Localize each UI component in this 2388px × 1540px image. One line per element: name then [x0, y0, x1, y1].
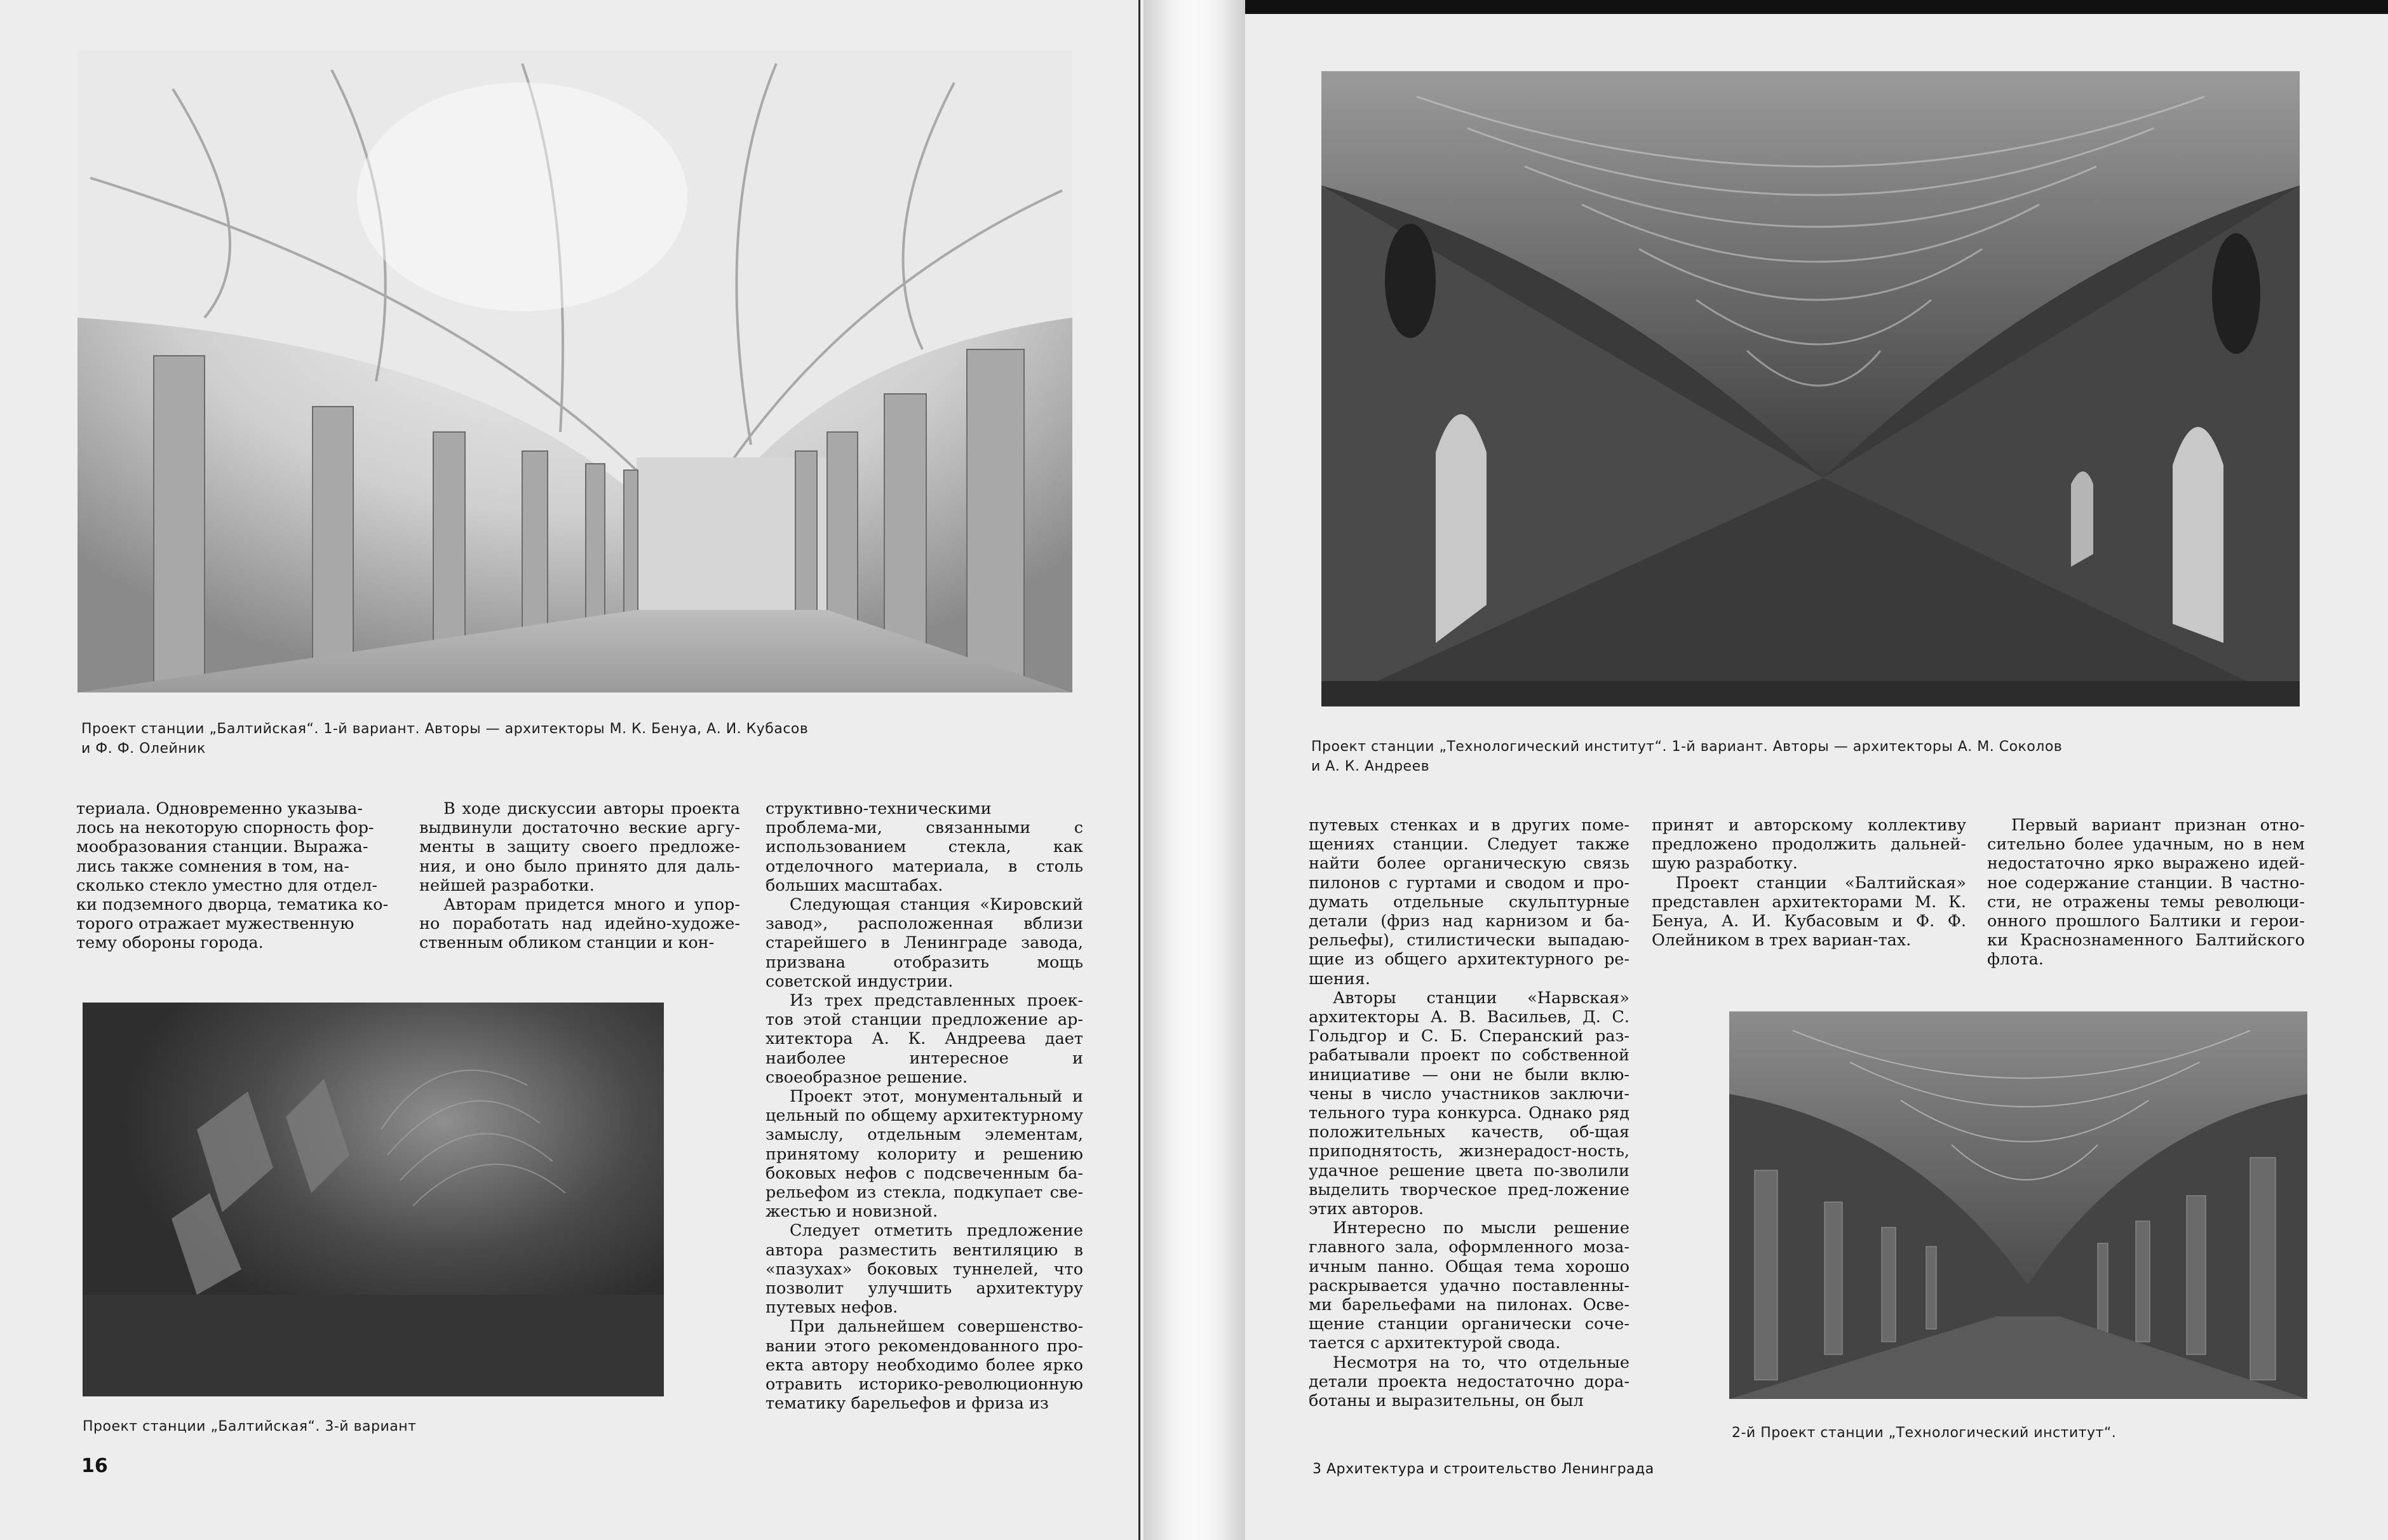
- right-page: [1245, 0, 2388, 1540]
- paragraph: Следует отметить предложение автора разместить вентиляцию в «пазухах» боковых туннелей, что позволит улучшить архитектуру путевых нефов.: [766, 1221, 1083, 1318]
- bottom-photo-caption: 2-й Проект станции „Технологический институт“.: [1732, 1425, 2117, 1441]
- col1-line: ки подземного дворца, тематика ко-: [76, 895, 389, 915]
- col1-line: торого отражает мужественную: [76, 914, 354, 934]
- paragraph: В ходе дискуссии авторы проекта выдвинули достаточно веские аргу-менты в защиту своего предложе-ния, и оно было принято для даль-нейшей разработки.: [419, 799, 740, 895]
- photo-tekhnologicheskiy-institut-variant-2: [1729, 1011, 2307, 1399]
- paragraph: Из трех представленных проек-тов этой станции предложение ар-хитектора А. К. Андреева дает наиболее интересное и своеобразное решение.: [766, 991, 1083, 1087]
- photo-baltiyskaya-variant-1: [78, 51, 1072, 692]
- right-column-2: [1652, 816, 1966, 950]
- paragraph: Следующая станция «Кировский завод», расположенная вблизи старейшего в Ленинграде завода, призвана отобразить мощь советской индустрии.: [766, 895, 1083, 991]
- photo-baltiyskaya-variant-3: [83, 1003, 664, 1396]
- paragraph: Авторам придется много и упор-но поработать над идейно-художе-ственным обликом станции и кон-: [419, 895, 740, 953]
- col1-line: лись также сомнения в том, на-: [76, 856, 349, 876]
- top-photo-caption-line2: и А. К. Андреев: [1311, 759, 1430, 774]
- book-gutter: [1143, 0, 1245, 1540]
- paragraph: Первый вариант признан отно-сительно более удачным, но в нем недостаточно ярко выражено идей-ное содержание станции. В частно-сти, не отражены темы революци-онного прошлого Балтики и герои-ки Краснознаменного Балтийского флота.: [1987, 816, 2305, 969]
- paragraph: Проект станции «Балтийская» представлен архитекторами М. К. Бенуа, А. И. Кубасовым и Ф. Ф. Олейником в трех вариан-тах.: [1652, 873, 1966, 950]
- col1-line: лось на некоторую спорность фор-: [76, 818, 374, 838]
- page-edge-line: [1138, 0, 1140, 1540]
- paragraph: При дальнейшем совершенство-вании этого рекомендованного про-екта автору необходимо более ярко отравить историко-революционную тематику барельефов и фриза из: [766, 1317, 1083, 1414]
- top-photo-caption-line1: Проект станции „Балтийская“. 1-й вариант. Авторы — архитекторы М. К. Бенуа, А. И. Кубасов: [81, 721, 809, 737]
- paragraph: Несмотря на то, что отдельные детали проекта недостаточно дора-ботаны и выразительны, он был: [1309, 1353, 1629, 1411]
- paragraph: принят и авторскому коллективу предложено продолжить дальней-шую разработку.: [1652, 816, 1966, 874]
- left-column-1: [76, 799, 394, 953]
- right-column-3: [1987, 816, 2305, 969]
- page-footer: 3 Архитектура и строительство Ленинграда: [1312, 1461, 1654, 1477]
- col1-line: тему обороны города.: [76, 933, 264, 953]
- col1-line: териала. Одновременно указыва-: [76, 799, 363, 818]
- col1-line: сколько стекло уместно для отдел-: [76, 875, 378, 895]
- top-photo-caption: [1311, 737, 2315, 776]
- top-photo-caption: [81, 719, 1072, 759]
- top-photo-caption-line2: и Ф. Ф. Олейник: [81, 741, 206, 757]
- left-page: [0, 0, 1143, 1540]
- page-number: 16: [81, 1455, 108, 1477]
- paragraph: Интересно по мысли решение главного зала, оформленного моза-ичным панно. Общая тема хорошо раскрывается удачно поставленны-ми барельефами на пилонах. Осве-щение станции органически соче-тается с архитектурой свода.: [1309, 1219, 1629, 1353]
- paragraph: структивно-техническими проблема-ми, связанными с использованием стекла, как отделочного материала, в столь больших масштабах.: [766, 799, 1083, 895]
- paragraph: Проект этот, монументальный и цельный по общему архитектурному замыслу, отдельным элементам, принятому колориту и решению боковых нефов с подсвеченным ба-рельефом из стекла, подкупает све-жестью и новизной.: [766, 1087, 1083, 1222]
- col1-line: мообразования станции. Выража-: [76, 837, 368, 857]
- right-column-1: [1309, 816, 1629, 1410]
- left-column-2: [419, 799, 740, 953]
- left-column-3: [766, 799, 1083, 1414]
- photo-tekhnologicheskiy-institut-variant-1: [1321, 71, 2300, 706]
- paragraph: путевых стенках и в других поме-щениях станции. Следует также найти более органическую связь пилонов с гуртами и сводом и про-думать отдельные скульптурные детали (фриз над карнизом и ба-рельефы), стилистически выпадаю-щие из общего архитектурного ре-шения.: [1309, 816, 1629, 989]
- top-photo-caption-line1: Проект станции „Технологический институт“. 1-й вариант. Авторы — архитекторы А. М. Соколов: [1311, 739, 2063, 755]
- bottom-photo-caption: Проект станции „Балтийская“. 3-й вариант: [83, 1419, 417, 1435]
- paragraph: Авторы станции «Нарвская» архитекторы А. В. Васильев, Д. С. Гольдгор и С. Б. Сперанский раз-рабатывали проект по собственной инициативе — они не были вклю-чены в число участников заключи-тельного тура конкурса. Однако ряд положительных качеств, об-щая приподнятость, жизнерадост-ность, удачное решение цвета по-зволили выделить творческое пред-ложение этих авторов.: [1309, 988, 1629, 1219]
